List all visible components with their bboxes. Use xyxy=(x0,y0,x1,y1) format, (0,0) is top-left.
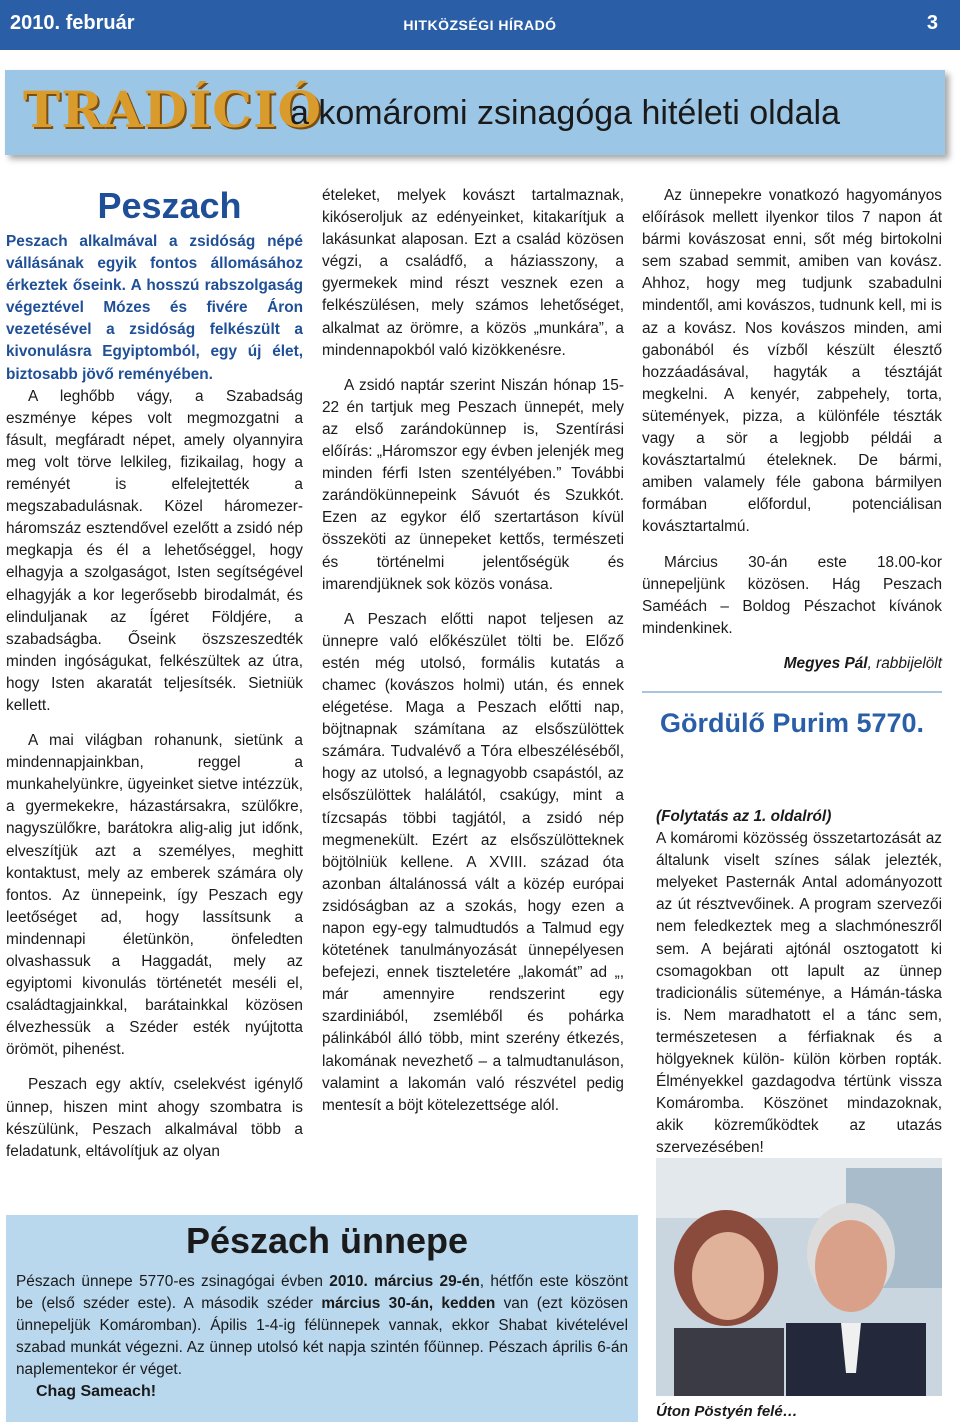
newspaper-name: HITKÖZSÉGI HÍRADÓ xyxy=(403,17,557,33)
article-paragraph: Az ünnepekre vonatkozó hagyományos előírások mellett ilyenkor tilos 7 napon át bármi kovászosat enni, sőt még birtokolni sem szabad semmit, amiben van kovász. Ahhoz, hogy meg tudjunk szabadulni mindentől, ami kovászos, tudnunk kell, mi is az a kovász. Nos kovászos minden, ami gabonából és vízből készült élesztő hozzáadásával, hagyták a tésztáját megkelni. A kenyér, zabpehely, torta, sütemények, pizza, a különféle tészták vagy a sör a legjobb példái a kovásztartalmú ételeknek. De bármi, amiben valamely féle gabona bármilyen formában előfordul, potenciálisan kovásztartalmú. xyxy=(642,187,942,536)
author-role: , rabbijelölt xyxy=(867,654,942,672)
article-author xyxy=(642,653,942,675)
article-paragraph: A Peszach előtti napot teljesen az ünnepre való előkészület tölti be. Előző estén még utolsó, formális kutatás a chamec (kovászos holmi) után, és ennek elégetése. Maga a Peszach előtti nap, böjtnapnak számítana az elsőszülöttek számára. Tudvalévő a Tóra elbeszéléséből, hogy az utolsó, a legnagyobb csapástól, az elsőszülöttek halálától, csakúgy, mint a tízcsapás többi tagjától, a zsidó nép megmenekült. Ezért az elsőszülötteknek böjtölniük kellene. A XVIII. század óta azonban általánossá vált a közép európai zsidóságban az a szokás, hogy ezen a napon egy-egy talmudtudós a Talmud egy kötetének tanulmányozását ünnepélyesen befejezi, ennek tiszteletére „lakomát” ad „, már amennyire rendszerint egy szardiniából, zsemléből és pohárka pálinkából álló több, mint szerény étkezés, lakomának nevezhető – a talmudtanuláson, valamint a lakomán való részvétel pedig mentesít a böjt kötelezettsége alól. xyxy=(322,610,624,1114)
article-paragraph: A zsidó naptár szerint Niszán hónap 15-22 én tartjuk meg Peszach ünnepét, mely az első zarándokünnep is, Szentírási előírás: „Háromszor egy évben jelenjék meg minden férfi Isten szentélyében.” További zarándökünnepeink Sávuót és Szukkót. Ezen az egykor élő szertartáson kívül összeköti az ünnepeket kettős, természeti és történelmi jelentőségük és imarendjüknek sok közös vonása. xyxy=(322,376,624,593)
column-3 xyxy=(642,185,942,752)
box-text-part: , hétfőn este köszönt be (első széder este). A második széder xyxy=(16,1273,628,1313)
article-paragraph: Március 30-án este 18.00-kor ünnepeljünk közösen. Hág Peszach Saméách – Boldog Pészachot kívánok mindenkinek. xyxy=(642,553,942,637)
holiday-box xyxy=(6,1215,638,1422)
purim-article-title: Gördülő Purim 5770. xyxy=(642,691,942,738)
article-paragraph: Peszach egy aktív, cselekvést igénylő ünnep, hiszen mint ahogy szombatra is készülünk, Peszach alkalmával több a feladatunk, eltávolítjuk az olyan xyxy=(6,1076,303,1160)
continuation-note: (Folytatás az 1. oldalról) xyxy=(656,808,832,825)
header-bar xyxy=(0,0,960,50)
tradicio-logo: TRADÍCIÓ xyxy=(23,80,323,139)
page-number: 3 xyxy=(926,12,938,34)
column-1 xyxy=(6,185,303,1176)
box-text-part: Pészach ünnepe 5770-es zsinagógai évben xyxy=(16,1273,330,1290)
box-title: Pészach ünnepe xyxy=(185,1220,469,1261)
photo-illustration xyxy=(656,1158,942,1396)
box-date-1: 2010. március 29-én xyxy=(329,1273,480,1290)
article-paragraph: A leghőbb vágy, a Szabadság eszménye képes volt megmozgatni a fásult, megfáradt népet, amely olyannyira meg volt törve lelkileg, fizikailag, hogy a reményét is elfelejtették a megszabadulásnak. Közel háromezer-háromszáz esztendővel ezelőtt a zsidó nép megkapja és él a lehetőséggel, hogy elhagyja a szolgaságot, Isten segítségével elhagyják a kor legerősebb birodalmát, és elinduljanak az Ígéret Földjére, a szabadságba. Őseink öszszeszedték minden ingóságukat, felkészültek az útra, hogy Isten akaratát teljesítsék. Sietniük kellett. xyxy=(6,387,303,714)
photo-caption: Úton Pöstyén felé… xyxy=(656,1403,798,1420)
article-title: Peszach xyxy=(97,185,242,226)
article-lead: Peszach alkalmával a zsidóság népé vállásának egyik fontos állomásához érkeztek őseink. A hosszú rabszolgaság végeztével Mózes és fivére Áron vezetésével a zsidóság felkészült a kivonulásra Egyiptomból, egy új élet, biztosabb jövő reményében. xyxy=(6,233,303,383)
purim-text: A komáromi közösség összetartozását az általunk viselt színes sálak jelezték, melyeket Pasternák Antal adományozott az út résztvevőinek. A program szervezői nem feledkeztek meg a slachmóneszről sem. A bejárati ajtónál osztogatott ki csomagokban ott lapult az ünnep tradicionális süteménye, a Hámán-táska is. Nem maradhatott el a tánc sem, természetesen a férfiaknak és a hölgyeknek külön- külön körben ropták. Élményekkel gazdagodva tértünk vissza Komáromba. Köszönet mindazoknak, akik közreműködtek az utazás szervezésében! xyxy=(656,830,942,1157)
author-name: Megyes Pál xyxy=(783,654,868,672)
column-2 xyxy=(322,185,624,1130)
box-greeting: Chag Sameach! xyxy=(36,1383,157,1401)
article-paragraph: A mai világban rohanunk, sietünk a mindennapjainkban, reggel a munkahelyünkre, ügyeinket sietve intézzük, a gyermekekre, házastársakra, szülőkre, nagyszülőkre, barátokra alig-alig jut időnk, elveszítjük azt a személyes, meghitt kontaktust, mely az emberek számára oly fontos. Az ünnepeink, így Peszach egy leetőséget ad, hogy lassítsunk a mindennapi életünkön, önfeledten olvashassuk a Haggadát, mely az egyiptomi kivonulás történetét meséli el, családtagjainkkal, barátainkkal közösen élvezhessük a Széder esték nyújtotta örömöt, pihenést. xyxy=(6,732,303,1059)
photo-travellers xyxy=(656,1158,942,1396)
purim-article xyxy=(656,806,942,1184)
issue-date: 2010. február xyxy=(10,12,135,34)
box-text-part: van (ezt közösen ünnepeljük Komáromban). Ápilis 1-4-ig félünnepek vannak, ekkor Shabat kivételével szabad munkát végezni. Az ünnep utolsó két napja szintén főünnep. Pészach április 6-án naplementekor ér véget. xyxy=(16,1295,628,1379)
box-date-2: március 30-án, kedden xyxy=(321,1295,496,1313)
banner-subtitle: a komáromi zsinagóga hitéleti oldala xyxy=(290,94,840,132)
box-text xyxy=(16,1271,628,1381)
section-banner xyxy=(5,70,945,155)
article-paragraph: ételeket, melyek kovászt tartalmaznak, kikóseroljuk az edényeinket, kitakarítjuk a lakásunkat alaposan. Ezt a család közösen végzi, a családfő, a háziasszony, a gyermekek mind részt vesznek ezen a felkészülésen, mely számos lehetőséget, alkalmat az örömre, a közös „munkára”, a mindennapokból való kizökkenésre. xyxy=(322,187,624,359)
